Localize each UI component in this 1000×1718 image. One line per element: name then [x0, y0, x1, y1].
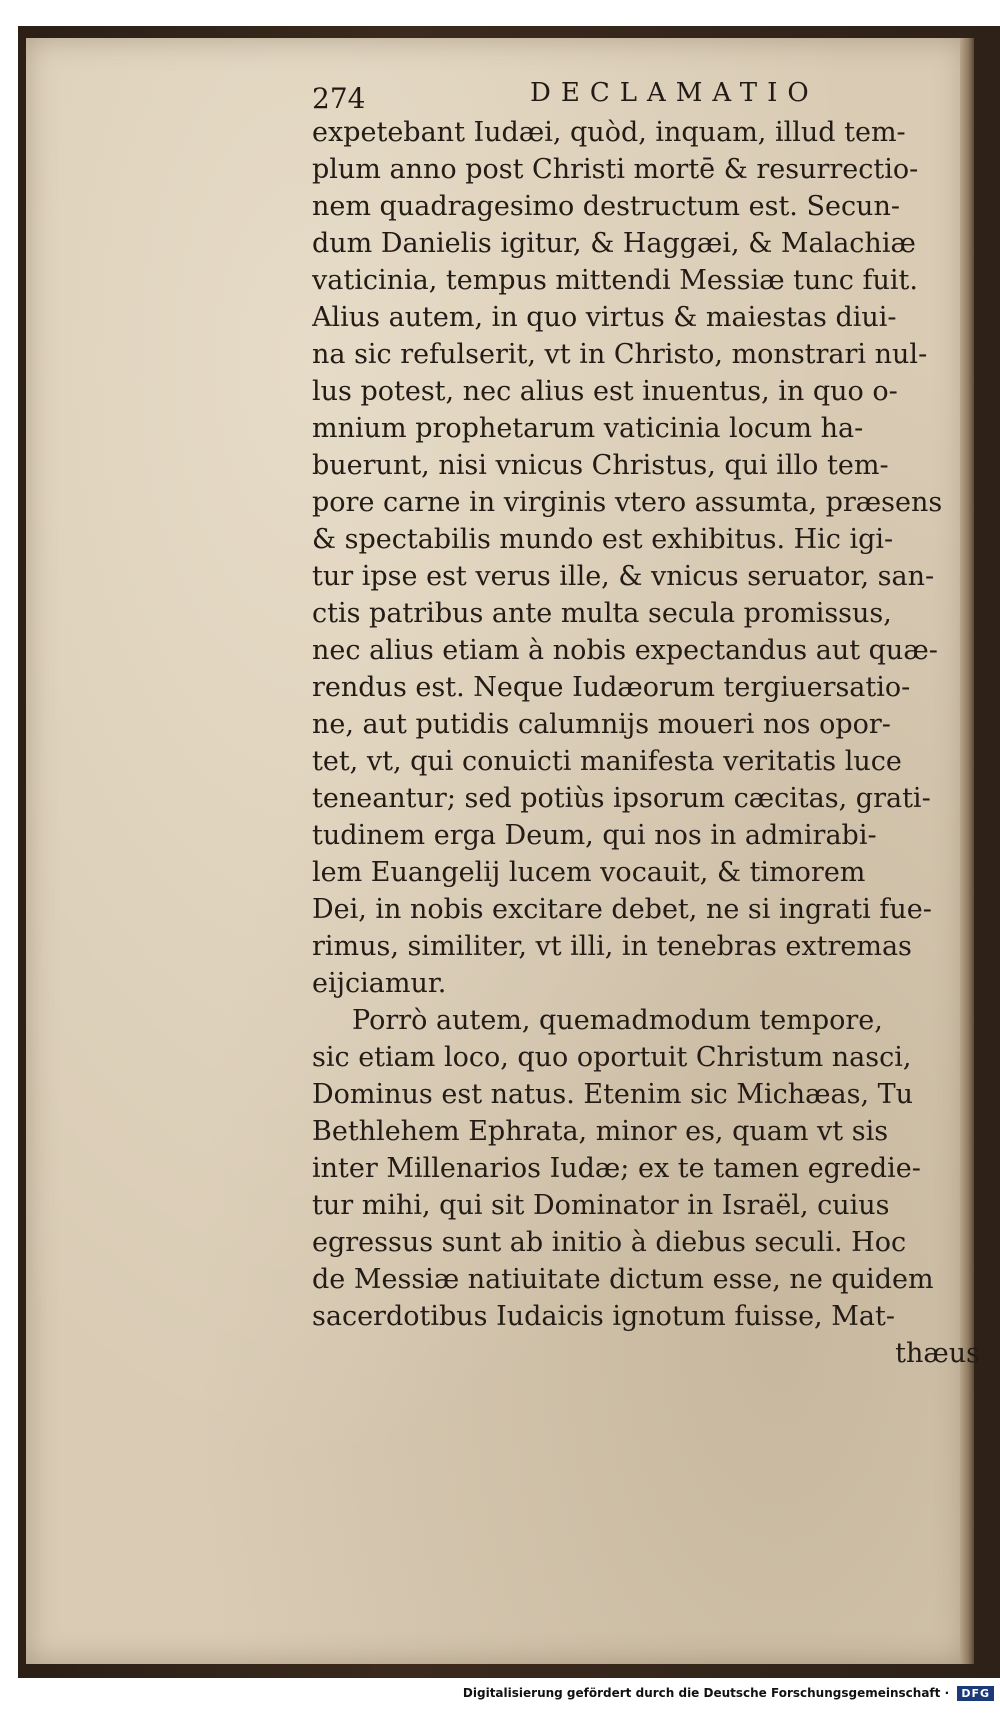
catchword: thæus [895, 1338, 980, 1369]
text-line: tudinem erga Deum, qui nos in admirabi- [312, 820, 877, 851]
text-line: Dei, in nobis excitare debet, ne si ingrati fue- [312, 894, 932, 925]
text-line: rimus, similiter, vt illi, in tenebras extremas [312, 931, 912, 962]
text-line: dum Danielis igitur, & Haggæi, & Malachiæ [312, 228, 916, 259]
text-line: nec alius etiam à nobis expectandus aut quæ- [312, 635, 938, 666]
body-text [312, 114, 980, 1372]
text-line: lem Euangelij lucem vocauit, & timorem [312, 857, 866, 888]
text-line: nem quadragesimo destructum est. Secun- [312, 191, 900, 222]
text-line: tet, vt, qui conuicti manifesta veritatis luce [312, 746, 902, 777]
text-line: tur mihi, qui sit Dominator in Israël, cuius [312, 1190, 890, 1221]
text-line: ctis patribus ante multa secula promissus, [312, 598, 892, 629]
text-line: & spectabilis mundo est exhibitus. Hic igi- [312, 524, 894, 555]
text-line: expetebant Iudæi, quòd, inquam, illud tem- [312, 117, 906, 148]
text-line: de Messiæ natiuitate dictum esse, ne quidem [312, 1264, 934, 1295]
text-line: mnium prophetarum vaticinia locum ha- [312, 413, 864, 444]
text-line: Bethlehem Ephrata, minor es, quam vt sis [312, 1116, 889, 1147]
text-line: tur ipse est verus ille, & vnicus seruator, san- [312, 561, 935, 592]
running-head: DECLAMATIO [530, 78, 819, 108]
text-line: plum anno post Christi mortē & resurrectio- [312, 154, 919, 185]
text-line: Alius autem, in quo virtus & maiestas diui- [312, 302, 897, 333]
digitization-credit: Digitalisierung gefördert durch die Deutsche Forschungsgemeinschaft · DFG [0, 1686, 994, 1710]
dfg-logo-icon: DFG [957, 1686, 994, 1701]
page-number: 274 [312, 82, 366, 115]
text-line: egressus sunt ab initio à diebus seculi. Hoc [312, 1227, 907, 1258]
text-line: Porrò autem, quemadmodum tempore, [352, 1005, 883, 1036]
text-line: pore carne in virginis vtero assumta, præsens [312, 487, 943, 518]
text-line: Dominus est natus. Etenim sic Michæas, Tu [312, 1079, 914, 1110]
text-line: ne, aut putidis calumnijs moueri nos opor- [312, 709, 891, 740]
text-line: teneantur; sed potiùs ipsorum cæcitas, grati- [312, 783, 931, 814]
text-line: rendus est. Neque Iudæorum tergiuersatio- [312, 672, 911, 703]
credit-text: Digitalisierung gefördert durch die Deutsche Forschungsgemeinschaft [462, 1686, 941, 1700]
text-line: sacerdotibus Iudaicis ignotum fuisse, Mat- [312, 1301, 895, 1332]
text-line: buerunt, nisi vnicus Christus, qui illo tem- [312, 450, 889, 481]
text-line: vaticinia, tempus mittendi Messiæ tunc fuit. [312, 265, 918, 296]
text-line: sic etiam loco, quo oportuit Christum nasci, [312, 1042, 912, 1073]
text-line: lus potest, nec alius est inuentus, in quo o- [312, 376, 898, 407]
text-line: na sic refulserit, vt in Christo, monstrari nul- [312, 339, 928, 370]
text-line: eijciamur. [312, 968, 447, 999]
text-line: inter Millenarios Iudæ; ex te tamen egredie- [312, 1153, 921, 1184]
